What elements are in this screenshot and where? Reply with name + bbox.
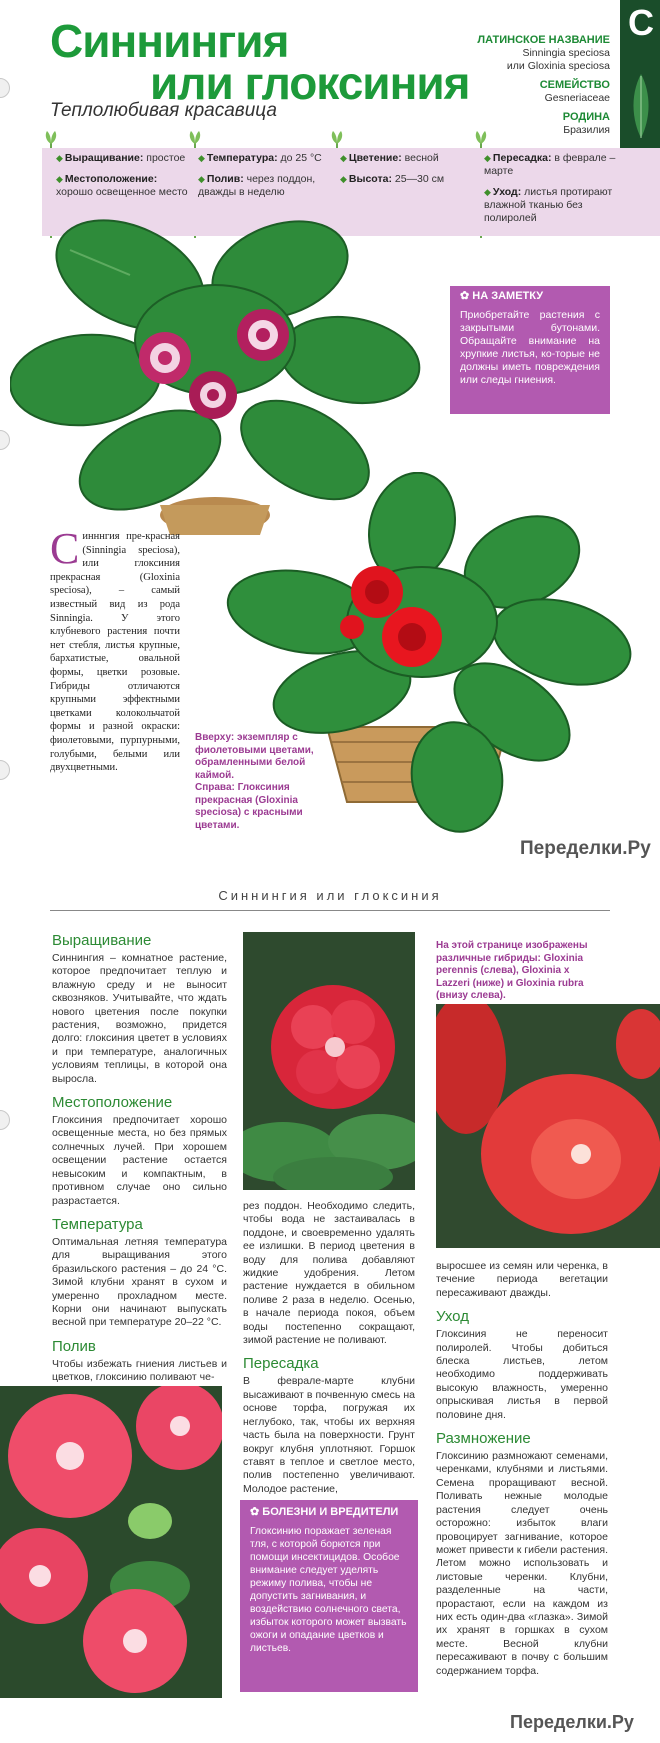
page-subtitle: Теплолюбивая красавица [50, 100, 277, 121]
text-watering-cont: рез поддон. Необходимо следить, чтобы вода не застаивалась в поддоне, и своевременно удалять ее излишки. В период цветения в воду для полива добавляют жидкие удобрения. Летом растение нуждается в обильном поливе 2 раза в неделю. Осенью, в начале периода покоя, объем воды постепенно сокращают, зимой растение не поливают. [243, 1200, 415, 1347]
text-care: Глоксиния не переносит полиролей. Чтобы добиться блеска листьев, летом необходимо поддерживать высокую влажность, умеренно опрыскивая листья в первой половине дня. [436, 1328, 608, 1421]
page-title-line2: или глоксиния [150, 57, 470, 109]
latin-value2: или Gloxinia speciosa [506, 60, 610, 72]
letter-tab [620, 0, 660, 148]
height-value: 25—30 см [394, 173, 445, 185]
water-label: Полив: [206, 173, 244, 185]
page-title-line1: Синнингия [50, 15, 289, 67]
text-growing: Синнингия – комнатное растение, которое предпочитает теплую и влажную среду и не выносит сквозняков. Учитывайте, что ждать нового цветения после покупки растения, возможно, придется долго: глоксиния цветет в условиях и при температуре, аналогичных условиям теплицы, в которой она выросла. [52, 952, 227, 1085]
text-propagation: Глоксинию размножают семенами, черенками, клубнями и листьями. Семена проращивают весной. Поливать нежные молодые растения следует очень осторожно: избыток влаги провоцирует загнивание, которое может привести к гибели растения. Летом можно использовать и листовые черенки. Клубни, разделенные на части, прорастают, если на каждом из них есть один-два «глазка». Зимой их хранят в горшках в сухом месте. Весной клубни пересаживают в почву с большим содержанием торфа. [436, 1450, 608, 1677]
family-label: СЕМЕЙСТВО [539, 79, 610, 91]
pests-heading-text: БОЛЕЗНИ И ВРЕДИТЕЛИ [262, 1506, 399, 1518]
bloom-value: весной [404, 152, 439, 164]
caption-up-text: экземпляр с фиолетовыми цветами, обрамленными белой каймой. [195, 732, 314, 781]
caption-up-label: Вверху: [195, 732, 235, 743]
site-logo: Переделки.Ру [520, 838, 651, 859]
heading-propagation: Размножение [436, 1430, 531, 1448]
text-watering: Чтобы избежать гниения листьев и цветков, глоксинию поливают че- [52, 1357, 227, 1384]
photo-gloxinia-lazzeri [436, 1004, 660, 1248]
heading-watering: Полив [52, 1337, 96, 1355]
heading-transplant: Пересадка [243, 1355, 319, 1373]
column-1 [52, 932, 227, 1385]
caption-right-label: Справа: [195, 782, 235, 793]
care-value: листья протирают влажной тканью без полиролей [484, 186, 613, 224]
pests-box [240, 1500, 418, 1692]
transplant-label: Пересадка: [492, 152, 552, 164]
tip-text: Приобретайте растения с закрытыми бутонами. Обращайте внимание на хрупкие листья, ко-торые не должны иметь повреждения или следы гниения. [460, 309, 600, 386]
text-transplant: В феврале-марте клубни высаживают в почвенную смесь на основе торфа, погружая их неглубоко, так, чтобы их верхняя часть была на поверхности. Грунт вокруг клубня уплотняют. Горшок ставят в теплое и светлое место, полив постепенно увеличивают. Молодое растение, [243, 1375, 415, 1495]
header [0, 0, 660, 150]
heading-care: Уход [436, 1308, 469, 1326]
tip-box [450, 286, 610, 414]
latin-label: ЛАТИНСКОЕ НАЗВАНИЕ [477, 34, 610, 46]
facts-col-4: ◆ Пересадка: в феврале – марте ◆ Уход: листья протирают влажной тканью без полиролей [484, 152, 616, 224]
intro-text: инннгия пре-красная (Sinningia speciosa), или глоксиния прекрасная (Gloxinia speciosa), – самый известный вид из рода Sinningia. У этого клубневого растения почти нет стебля, листья крупные, бархатистые, овальной формы, цветки розовые. Гибриды отличаются крупными эффектными цветками колокольчатой формы и разной окраски: фиолетовыми, пурпурными, голубыми, белыми или двухцветными. [50, 531, 180, 774]
tab-letter: С [628, 2, 654, 43]
tip-heading: ✿ НА ЗАМЕТКУ [460, 290, 544, 302]
hybrids-caption: На этой странице изображены различные гибриды: Gloxinia perennis (слева), Gloxinia x Lazzeri (ниже) и Gloxinia rubra (внизу слева). [436, 940, 588, 1001]
pests-heading: ✿ БОЛЕЗНИ И ВРЕДИТЕЛИ [250, 1506, 399, 1518]
text-transplant-cont: выросшее из семян или черенка, в течение периода вегетации пересаживают дважды. [436, 1260, 608, 1299]
latin-value1: Sinningia speciosa [522, 47, 610, 59]
pests-text: Глоксинию поражает зеленая тля, с которой борются при помощи инсектицидов. Особое внимание следует уделять режиму полива, чтобы не допустить загнивания, и воздействию солнечного света, избыток которого может вызвать ожоги и опадание цветков и листьев. [250, 1526, 407, 1654]
location-label: Местоположение: [64, 173, 158, 185]
photo-gloxinia-perennis [243, 932, 415, 1190]
water-value: через поддон, дважды в неделю [198, 173, 316, 198]
heading-location: Местоположение [52, 1094, 173, 1112]
photo-gloxinia-rubra [0, 1386, 222, 1698]
heading-growing: Выращивание [52, 932, 152, 949]
location-value: хорошо освещенное место [56, 186, 188, 198]
classification-block [460, 34, 610, 137]
homeland-label: РОДИНА [562, 111, 610, 123]
heading-temperature: Температура [52, 1215, 143, 1233]
caption-right-text: Глоксиния прекрасная (Gloxinia speciosa) с красными цветами. [195, 782, 303, 831]
family-value: Gesneriaceae [544, 92, 610, 104]
height-label: Высота: [348, 173, 392, 185]
tip-heading-text: НА ЗАМЕТКУ [472, 290, 544, 302]
punch-hole [0, 1110, 10, 1130]
text-temperature: Оптимальная летняя температура для выращивания этого бразильского растения – до 24 °С. Зимой клубни хранят в сухом и умеренно прохладном месте. Корни они начинают выпускать весной при температуре 20–22 °С. [52, 1235, 227, 1329]
column-2 [243, 1200, 415, 1496]
facts-col-1: ◆ Выращивание: простое ◆ Местоположение: хорошо освещенное место [56, 152, 188, 198]
care-label: Уход: [492, 186, 522, 198]
facts-col-2: ◆ Температура: до 25 °С ◆ Полив: через поддон, дважды в неделю [198, 152, 322, 198]
leaf-icon [628, 70, 654, 140]
section-title: Синнингия или глоксиния [218, 888, 442, 903]
bloom-label: Цветение: [348, 152, 402, 164]
site-logo-bottom: Переделки.Ру [510, 1712, 634, 1732]
facts-col-3: ◆ Цветение: весной ◆ Высота: 25—30 см [340, 152, 445, 185]
temp-label: Температура: [206, 152, 278, 164]
transplant-value: в феврале – марте [484, 152, 616, 177]
growing-value: простое [146, 152, 186, 164]
intro-paragraph [50, 524, 180, 775]
growing-label: Выращивание: [64, 152, 144, 164]
dropcap: С [50, 524, 80, 573]
column-3 [436, 1260, 608, 1678]
punch-hole [0, 760, 10, 780]
text-location: Глоксиния предпочитает хорошо освещенные места, но без прямых солнечных лучей. При хорошем освещении растение остается невысоким и компактным, в противном случае оно сильно разрастается. [52, 1114, 227, 1207]
section-divider [50, 910, 610, 911]
top-caption [195, 732, 345, 832]
punch-hole [0, 430, 10, 450]
temp-value: до 25 °С [280, 152, 322, 164]
homeland-value: Бразилия [563, 124, 610, 136]
